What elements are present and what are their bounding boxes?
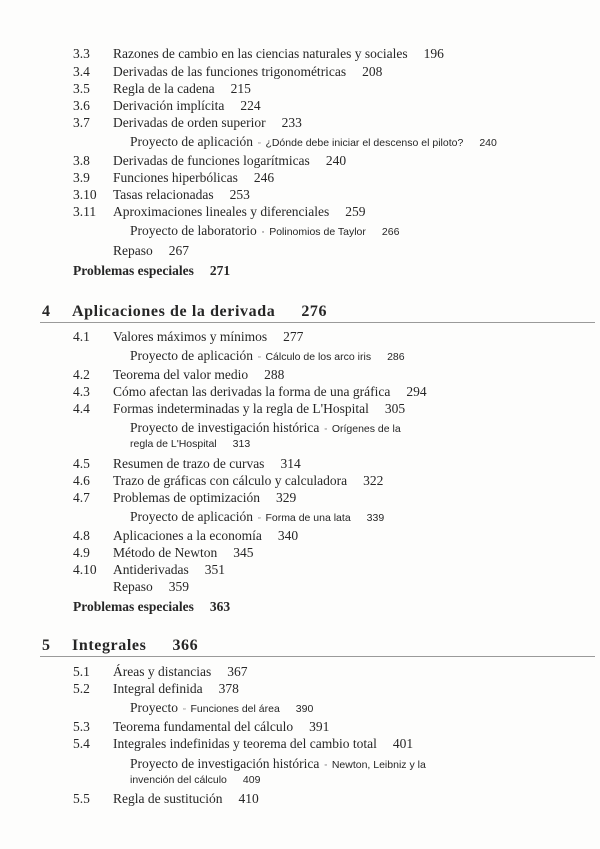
special-problems: [73, 263, 230, 279]
title-text: Derivadas de las funciones trigonométricas: [113, 64, 347, 79]
page-number: 246: [253, 170, 275, 185]
page-number: 390: [295, 703, 314, 715]
page-number: 339: [366, 512, 385, 524]
project: [130, 757, 426, 773]
project-label: Proyecto: [130, 700, 178, 715]
page-number: 378: [218, 681, 239, 696]
project-title: Forma de una lata: [265, 512, 351, 524]
section-title: [113, 473, 383, 489]
section-number: 4.4: [73, 401, 90, 416]
title-text: Razones de cambio en las ciencias naturales y sociales: [113, 46, 408, 61]
project: [130, 700, 313, 718]
section-title: [113, 81, 251, 97]
section-number: 4.6: [73, 473, 90, 488]
title-text: Formas indeterminadas y la regla de L'Hospital: [113, 401, 369, 416]
chapter-number: 4: [42, 303, 51, 320]
project: [130, 348, 405, 366]
section-number: 3.9: [73, 170, 90, 185]
title-text: Derivación implícita: [113, 98, 225, 113]
title-text: Teorema fundamental del cálculo: [113, 719, 294, 734]
page-number: 215: [230, 81, 251, 96]
section-title: [113, 545, 253, 561]
page-number: 233: [281, 115, 302, 130]
section-number: 4.8: [73, 528, 90, 543]
project-title: Funciones del área: [190, 703, 280, 715]
square-bullet-icon: ▫: [257, 140, 261, 147]
page-number: 266: [381, 226, 400, 238]
review-label: Repaso: [113, 243, 153, 258]
chapter-title: [72, 636, 198, 656]
page-number: 401: [392, 736, 414, 751]
page-number: 259: [345, 204, 366, 219]
project-label: Proyecto de aplicación: [130, 348, 253, 363]
project: [130, 134, 497, 152]
square-bullet-icon: ▫: [324, 426, 327, 433]
page-number: 277: [283, 329, 304, 344]
section-title: [113, 329, 303, 345]
square-bullet-icon: ▫: [183, 706, 186, 713]
page-number: 240: [479, 137, 497, 149]
page-number: 314: [280, 456, 301, 471]
section-number: 3.11: [73, 204, 97, 219]
project-title-continued: regla de L'Hospital: [130, 438, 217, 450]
section-number: 3.10: [73, 187, 97, 202]
title-text: Valores máximos y mínimos: [113, 329, 268, 344]
title-text: Problemas de optimización: [113, 490, 260, 505]
project-title: Cálculo de los arco iris: [265, 351, 372, 363]
title-text: Regla de la cadena: [113, 81, 215, 96]
section-title: [113, 664, 247, 680]
page-number: 322: [363, 473, 384, 488]
title-text: Áreas y distancias: [113, 664, 212, 679]
project: [130, 509, 384, 527]
section-title: [113, 46, 444, 62]
page-number: 253: [229, 187, 250, 202]
project-title-continued: invención del cálculo: [130, 774, 227, 786]
section-number: 4.7: [73, 490, 90, 505]
section-number: 4.2: [73, 367, 90, 382]
page-number: 286: [387, 351, 405, 363]
chapter-divider: [40, 322, 595, 323]
title-text: Teorema del valor medio: [113, 367, 249, 382]
page-number: 329: [275, 490, 297, 505]
section-title: [113, 187, 250, 203]
title-text: Derivadas de orden superior: [113, 115, 266, 130]
problems-label: Problemas especiales: [73, 263, 194, 278]
section-title: [113, 719, 329, 735]
title-text: Integrales indefinidas y teorema del cambio total: [113, 736, 377, 751]
project-label: Proyecto de aplicación: [130, 134, 253, 149]
section-title: [113, 98, 261, 114]
page-number: 271: [209, 263, 231, 278]
title-text: Regla de sustitución: [113, 791, 223, 806]
page-number: 196: [423, 46, 444, 61]
section-number: 4.1: [73, 329, 90, 344]
project-label: Proyecto de investigación histórica: [130, 756, 320, 771]
section-title: [113, 681, 239, 697]
section-title: [113, 204, 366, 220]
title-text: Derivadas de funciones logarítmicas: [113, 153, 310, 168]
section-title: [113, 528, 298, 544]
page-number: 288: [264, 367, 285, 382]
page-number: 410: [238, 791, 259, 806]
review: [113, 579, 189, 595]
page-number: 351: [204, 562, 225, 577]
page-number: 305: [384, 401, 406, 416]
section-title: [113, 490, 296, 506]
square-bullet-icon: ▫: [324, 762, 327, 769]
title-text: Método de Newton: [113, 545, 218, 560]
project-label: Proyecto de aplicación: [130, 509, 253, 524]
square-bullet-icon: ▫: [257, 515, 261, 522]
page-number: 340: [277, 528, 299, 543]
page-number: 224: [240, 98, 261, 113]
section-title: [113, 153, 346, 169]
square-bullet-icon: ▫: [257, 354, 261, 361]
section-number: 3.3: [73, 46, 90, 61]
special-problems: [73, 599, 230, 615]
section-title: [113, 456, 301, 472]
section-number: 5.3: [73, 719, 90, 734]
title-text: Trazo de gráficas con cálculo y calculadora: [113, 473, 348, 488]
chapter-number: 5: [42, 637, 51, 654]
project: [130, 223, 399, 241]
review-label: Repaso: [113, 579, 153, 594]
section-title: [113, 115, 302, 131]
section-title: [113, 736, 413, 752]
chapter-divider: [40, 656, 595, 657]
section-number: 3.5: [73, 81, 90, 96]
page-number: 345: [233, 545, 254, 560]
title-text: Integrales: [72, 637, 147, 654]
project-label: Proyecto de laboratorio: [130, 223, 257, 238]
section-number: 3.6: [73, 98, 90, 113]
project-title: Polinomios de Taylor: [269, 226, 366, 238]
section-number: 4.10: [73, 562, 97, 577]
page-number: 367: [227, 664, 248, 679]
section-title: [113, 170, 274, 186]
section-number: 4.3: [73, 384, 90, 399]
square-bullet-icon: ▫: [261, 229, 265, 236]
page-number: 313: [232, 438, 251, 450]
section-number: 5.5: [73, 791, 90, 806]
page-number: 391: [309, 719, 330, 734]
section-number: 4.5: [73, 456, 90, 471]
section-number: 4.9: [73, 545, 90, 560]
section-number: 5.4: [73, 736, 90, 751]
page-number: 208: [362, 64, 383, 79]
review: [113, 243, 189, 259]
section-title: [113, 562, 225, 578]
title-text: Aplicaciones de la derivada: [72, 303, 276, 320]
page-number: 409: [242, 774, 261, 786]
page-number: 366: [172, 637, 199, 654]
page-number: 240: [325, 153, 347, 168]
section-title: [113, 384, 427, 400]
project: [130, 772, 260, 787]
project: [130, 421, 401, 437]
title-text: Tasas relacionadas: [113, 187, 214, 202]
page-number: 276: [301, 303, 328, 320]
title-text: Antiderivadas: [113, 562, 189, 577]
section-number: 5.1: [73, 664, 90, 679]
page-number: 359: [168, 579, 189, 594]
project-label: Proyecto de investigación histórica: [130, 420, 320, 435]
project-title: Orígenes de la: [331, 423, 401, 435]
section-title: [113, 64, 382, 80]
title-text: Cómo afectan las derivadas la forma de una gráfica: [113, 384, 391, 399]
title-text: Integral definida: [113, 681, 203, 696]
title-text: Funciones hiperbólicas: [113, 170, 238, 185]
section-title: [113, 401, 405, 417]
page-number: 267: [168, 243, 189, 258]
project-title: ¿Dónde debe iniciar el descenso el piloto?: [265, 137, 464, 149]
page-number: 363: [209, 599, 231, 614]
chapter-title: [72, 302, 327, 322]
title-text: Resumen de trazo de curvas: [113, 456, 265, 471]
section-number: 3.4: [73, 64, 90, 79]
section-title: [113, 791, 259, 807]
section-number: 3.7: [73, 115, 90, 130]
title-text: Aproximaciones lineales y diferenciales: [113, 204, 330, 219]
project-title: Newton, Leibniz y la: [331, 759, 426, 771]
title-text: Aplicaciones a la economía: [113, 528, 262, 543]
section-number: 5.2: [73, 681, 90, 696]
project: [130, 436, 250, 451]
page-number: 294: [406, 384, 427, 399]
section-number: 3.8: [73, 153, 90, 168]
problems-label: Problemas especiales: [73, 599, 194, 614]
section-title: [113, 367, 284, 383]
